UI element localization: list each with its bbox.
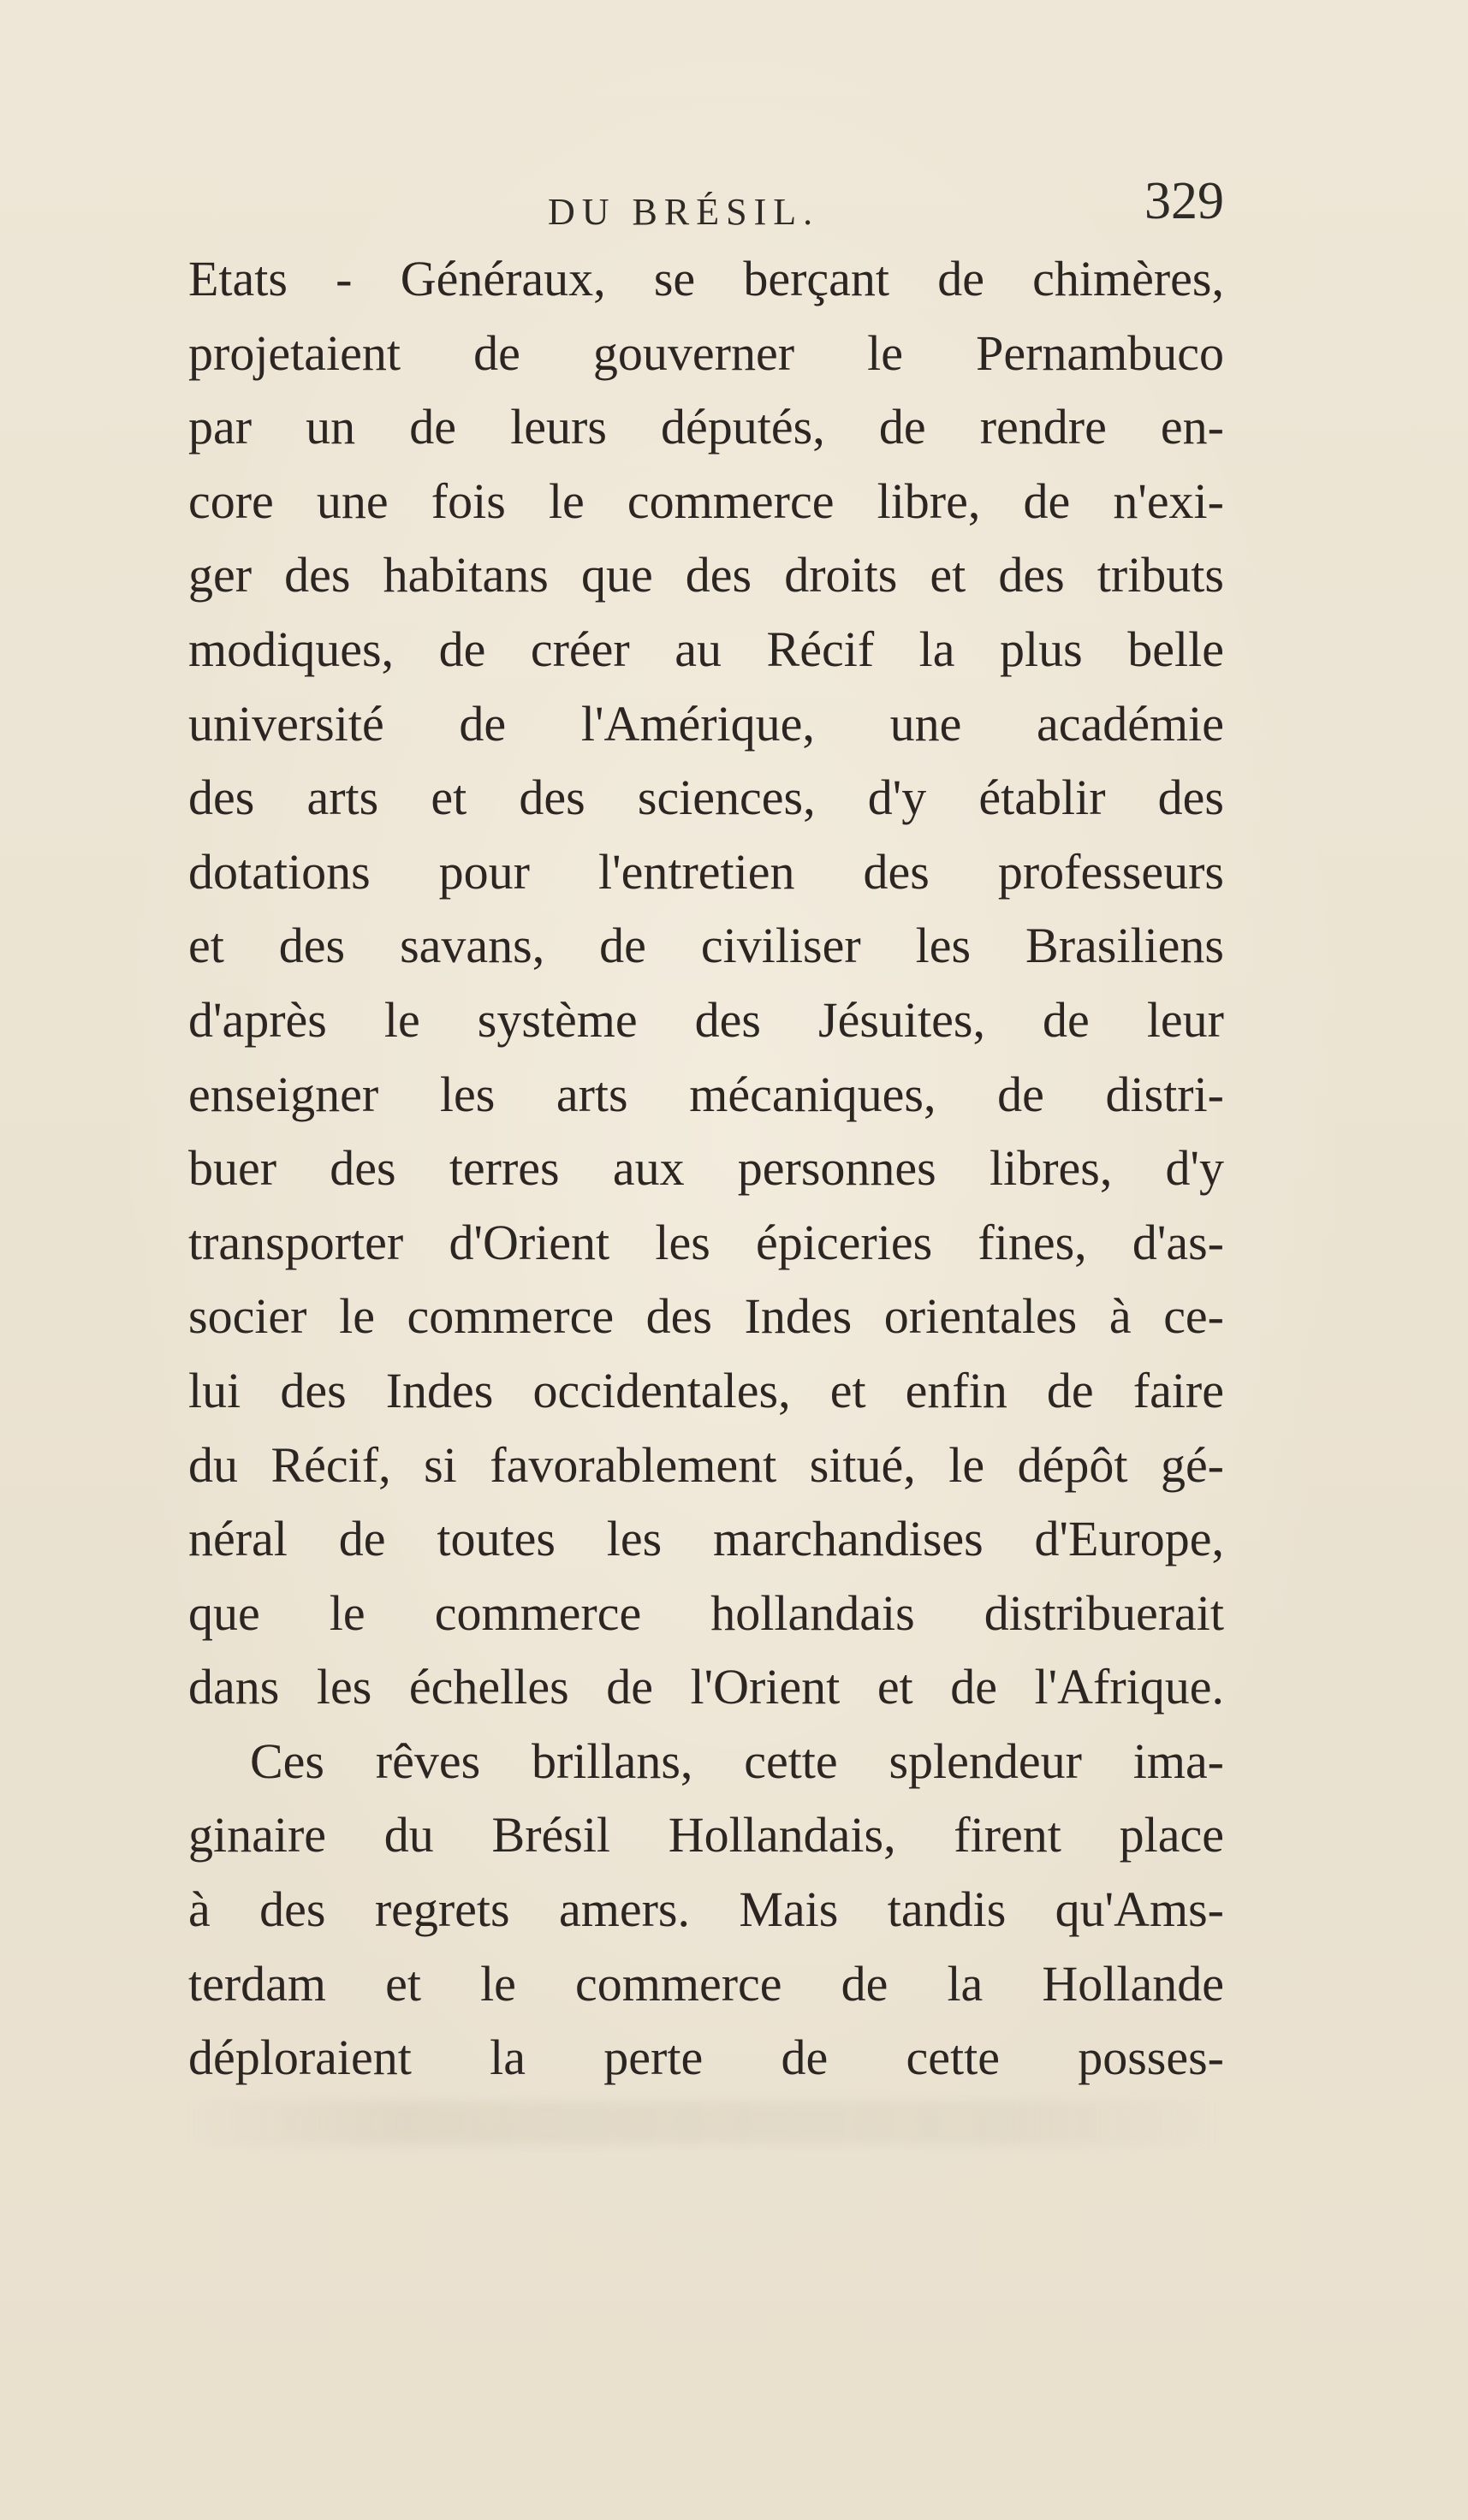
text-line: projetaient de gouverner le Pernambuco [188,324,1224,381]
text-line: ginaire du Brésil Hollandais, firent place [188,1807,1224,1863]
text-line: université de l'Amérique, une académie [188,695,1224,752]
running-title: DU BRÉSIL. [548,191,820,233]
text-line: Etats - Généraux, se berçant de chimères, [188,251,1224,306]
text-line: buer des terres aux personnes libres, d'y [188,1140,1224,1197]
text-line: du Récif, si favorablement situé, le dépôt gé- [188,1436,1224,1493]
text-line: par un de leurs députés, de rendre en- [188,399,1224,455]
text-line: d'après le système des Jésuites, de leur [188,991,1224,1048]
text-line: que le commerce hollandais distribuerait [188,1584,1224,1641]
text-line: enseigner les arts mécaniques, de distri- [188,1066,1224,1122]
body-text [188,242,1224,2095]
paragraph-end-line: dans les échelles de l'Orient et de l'Afrique. [188,1659,1224,1715]
text-line: à des regrets amers. Mais tandis qu'Ams- [188,1881,1224,1938]
text-line: modiques, de créer au Récif la plus belle [188,621,1224,677]
text-line: lui des Indes occidentales, et enfin de faire [188,1362,1224,1418]
text-line: dotations pour l'entretien des professeurs [188,843,1224,900]
text-line: ger des habitans que des droits et des tributs [188,547,1224,603]
text-line: des arts et des sciences, d'y établir des [188,770,1224,826]
text-line: terdam et le commerce de la Hollande [188,1955,1224,2012]
text-line: et des savans, de civiliser les Brasiliens [188,918,1224,974]
show-through-ink [188,2101,1215,2144]
page-number: 329 [1144,172,1224,230]
text-line: socier le commerce des Indes orientales à ce- [188,1288,1224,1345]
text-line: néral de toutes les marchandises d'Europe, [188,1511,1224,1567]
text-line: core une fois le commerce libre, de n'exi- [188,472,1224,529]
text-line: transporter d'Orient les épiceries fines, d'as- [188,1214,1224,1270]
text-line: déploraient la perte de cette posses- [188,2030,1224,2086]
running-head [188,171,1224,240]
paragraph-start-line: Ces rêves brillans, cette splendeur ima- [250,1732,1224,1789]
